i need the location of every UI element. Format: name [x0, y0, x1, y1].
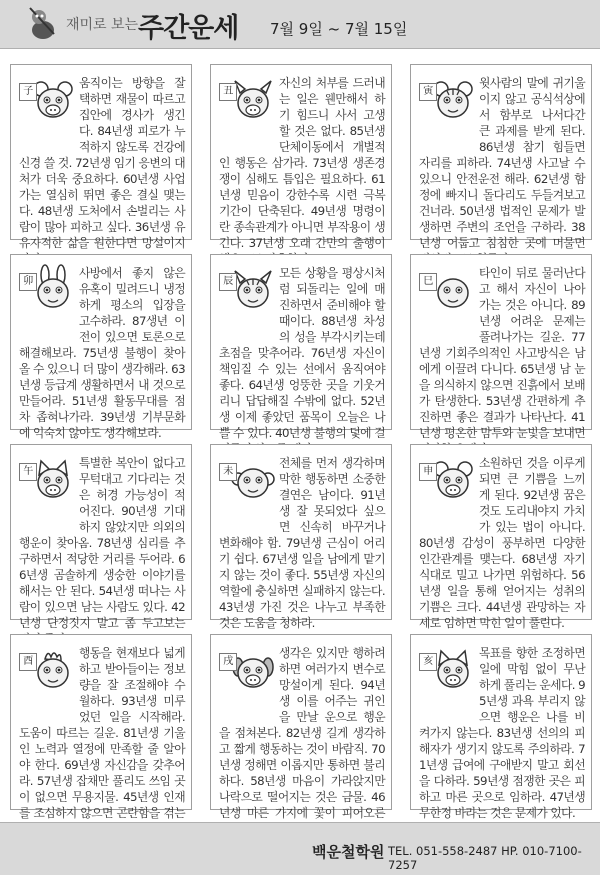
zodiac-figure [419, 455, 475, 523]
horoscope-text-block [219, 265, 385, 457]
horoscope-text-block [19, 75, 185, 267]
horoscope-text-block [419, 75, 585, 267]
horoscope-cell [410, 64, 592, 250]
horoscope-text-block [419, 645, 585, 821]
zodiac-char-badge: 午 [19, 463, 37, 481]
horoscope-cell [10, 64, 192, 250]
horoscope-text: 전체를 먼저 생각하며 막한 행동하면 소중한 결연은 남이다. 91년생 잘 못되었다 싶으면 신속히 바꾸거나 변화해야 함. 79년생 근심이 어리기 쉽다. 67년생 일을 남에게 맡기지 않는 것이 좋다. 55년생 자신의 역할에 충실하면 실패하지 않는다. 43년생 가진 것은 나누고 부족한 것은 도움을 청하라. [219, 456, 385, 630]
zodiac-char-badge: 辰 [219, 273, 237, 291]
horoscope-text: 윗사람의 말에 귀기울이지 않고 공식석상에서 함부로 나서다간 큰 과제를 받게 된다. 86년생 참기 힘들면 자리를 피하라. 74년생 사고날 수 있으니 안전운전 해라. 62년생 함정에 빠지니 돌다리도 두들겨보고 건너라. 50년생 법적인 문제가 발생하면 주변의 조언을 구하라. 38년생 어둡고 침침한 곳에 머물면 [419, 76, 585, 250]
rabbit-icon [31, 269, 75, 313]
zodiac-figure [19, 265, 75, 333]
pig-icon [431, 649, 475, 693]
zodiac-char-badge: 申 [419, 463, 437, 481]
horoscope-text-block [219, 75, 385, 267]
zodiac-figure [419, 265, 475, 333]
header-lead: 재미로 보는 [66, 17, 139, 33]
horoscope-cell [10, 254, 192, 440]
zodiac-char-badge: 子 [19, 83, 37, 101]
zodiac-figure [219, 265, 275, 333]
zodiac-figure [219, 455, 275, 523]
horoscope-text: 소원하던 것을 이루게 되면 큰 기쁨을 느끼게 된다. 92년생 꿈은 것도 도리내야지 가치가 있는 법이 아니다. 80년생 감성이 풍부하면 다양한 인간관계를 맺는다. 68년생 자기식대로 밀고 나가면 위험하다. 56년생 일을 통해 얻어지는 성취의 기쁨은 크다. 44년생 관망하는 자세로 임하면 막힌 일이 풀린다. [419, 456, 585, 630]
page-footer [0, 822, 600, 875]
zodiac-char-badge: 戌 [219, 653, 237, 671]
zodiac-char-badge: 酉 [19, 653, 37, 671]
zodiac-figure [219, 645, 275, 713]
horoscope-text: 생각은 있지만 행하려 하면 여러가지 변수로 망설이게 된다. 94년생 이를 어주는 귀인을 만날 운으로 행운을 점쳐본다. 82년생 길게 생각하고 짧게 행동하는 것이 바람직. 70년생 정해면 이롭지만 통하면 불리하다. 58년생 마음이 가라앉지만 나락으로 떨어지는 것은 금물. 46년생 마른 가지에 꽃이 피어오른 [219, 646, 385, 820]
horoscope-text: 행동을 현재보다 넓게 하고 받아들이는 정보량을 잘 조절해야 수월하다. 93년생 미루었던 일을 시작해라. 도움이 따르는 길운. 81년생 기울인 노력과 열정에 만족할 줄 알아야 한다. 69년생 자신감을 갖추어라. 57년생 잡채만 풀리도 쓰임 곳이 없으면 무용지물. 45년생 인재를 조심하지 않으면 곤란함을 겪는 [19, 646, 185, 820]
horoscope-text-block [419, 455, 585, 631]
zodiac-figure [19, 455, 75, 523]
dragon-icon [231, 269, 275, 313]
horoscope-cell [410, 254, 592, 440]
rat-icon [31, 79, 75, 123]
fortune-mascot-icon [26, 4, 60, 42]
horoscope-cell [210, 64, 392, 250]
monkey-icon [431, 459, 475, 503]
snake-icon [431, 269, 475, 313]
horoscope-text-block [19, 265, 185, 441]
zodiac-char-badge: 亥 [419, 653, 437, 671]
page-title: 주간운세 [138, 13, 239, 44]
horoscope-cell [210, 254, 392, 440]
zodiac-char-badge: 卯 [19, 273, 37, 291]
date-range: 7월 9일 ~ 7월 15일 [270, 20, 408, 38]
horoscope-text: 타인이 뒤로 물러난다고 해서 자신이 나아가는 것은 아니다. 89년생 어려운 문제는 풀려나가는 길운. 77년생 기회주의적인 사고방식은 남에게 이끌려 다니다. 65년생 남 눈을 의식하지 않으면 진흙에서 보배가 탄생한다. 53년생 간편하게 추진하면 좋은 결과가 나타난다. 41년생 평온한 맘투와 눈빛을 보내면 [419, 266, 585, 440]
zodiac-char-badge: 巳 [419, 273, 437, 291]
zodiac-char-badge: 未 [219, 463, 237, 481]
horoscope-cell [10, 444, 192, 630]
horoscope-text: 특별한 복안이 없다고 무턱대고 기다리는 것은 허경 가능성이 적어진다. 90년생 기대하지 않았지만 의외의 행운이 찾아옴. 78년생 심리를 추구하면서 적당한 거리를 두어라. 66년생 곰솔하게 생숭한 이야기를 해서는 안 된다. 54년생 떠나는 사람이 있으면 남는 사람도 있다. 42년생 단정짓지 말고 좀 두고보는 [19, 456, 185, 630]
zodiac-figure [19, 75, 75, 143]
horoscope-cell [210, 634, 392, 820]
horoscope-text-block [219, 455, 385, 631]
horoscope-text-block [219, 645, 385, 837]
horoscope-cell [210, 444, 392, 630]
rooster-icon [31, 649, 75, 693]
zodiac-figure [219, 75, 275, 143]
zodiac-figure [19, 645, 75, 713]
zodiac-char-badge: 丑 [219, 83, 237, 101]
zodiac-figure [419, 645, 475, 713]
horoscope-text: 목표를 향한 조정하면 일에 막힘 없이 무난하게 풀리는 운세다. 95년생 과욕 부리지 않으면 행운은 나를 비켜가지 않는다. 83년생 선의의 피해자가 생기지 않도록 주의하라. 71년생 급여에 구애받지 말고 회선을 다하라. 59년생 점쟁한 곳은 피하고 마른 곳으로 임하라. 47년생 무한정 바라는 것은 문제가 있다. [419, 646, 585, 820]
page-header [0, 0, 600, 49]
horoscope-text: 움직이는 방향을 잘 택하면 재물이 따르고 집안에 경사가 생긴다. 84년생 피로가 누적하지 않도록 건강에 신경 쓸 것. 72년생 임기 응변의 대처가 더욱 중요하다. 60년생 사업가는 열심히 뛰면 좋은 결실 맺는다. 48년생 도처에서 손벌리는 사람이 많아 피하고 싶다. 36년생 유유자적한 삶을 원한다면 망설이지 [19, 76, 185, 250]
zodiac-figure [419, 75, 475, 143]
horse-icon [31, 459, 75, 503]
horoscope-text-block [419, 265, 585, 457]
ox-icon [231, 79, 275, 123]
academy-name: 백운철학원 [312, 843, 385, 861]
horoscope-text-block [19, 455, 185, 647]
sheep-icon [231, 459, 275, 503]
horoscope-cell [410, 634, 592, 820]
contact-info: TEL. 051-558-2487 HP. 010-7100-7257 [388, 844, 582, 872]
horoscope-cell [10, 634, 192, 820]
horoscope-text: 모든 상황을 평상시처럼 되돌리는 일에 매진하면서 준비해야 할 때이다. 88년생 차성의 성을 부각시키는데 초점을 맞추어라. 76년생 자신이 책임질 수 있는 선에서 움직여야 좋다. 64년생 엉뚱한 곳을 기웃거리니 답답해질 수밖에 없다. 52년생 이제 좋았던 품목이 오늘은 나쁠 수 있다. 40년생 불행의 덫에 걸 [219, 266, 385, 440]
zodiac-char-badge: 寅 [419, 83, 437, 101]
horoscope-cell [410, 444, 592, 630]
tiger-icon [431, 79, 475, 123]
horoscope-text-block [19, 645, 185, 837]
dog-icon [231, 649, 275, 693]
horoscope-text: 사방에서 좋지 않은 유혹이 밀려드니 냉정하게 평소의 입장을 고수하라. 87생년 이전이 있으면 토론으로 해결해보라. 75년생 불행이 찾아올 수 있으니 더 많이 생각해라. 63년생 등급계 생활하면서 내 것으로 만들어라. 51년생 활동무대를 점차 좁혀나가라. 39년생 기부문화에 익숙치 않아도 생각해보라. [19, 266, 185, 440]
horoscope-text: 자신의 처부를 드러내는 일은 웬만해서 하기 힘드니 사서 고생할 것은 없다. 85년생 단체이동에서 개별적인 행동은 삼가라. 73년생 생존경쟁이 심해도 틈입은 필요하다. 61년생 믿음이 강한수록 시련 극복 기간이 단축된다. 49년생 명령이란 종속관계가 아니면 부작용이 생긴다. 37년생 오래 간만의 출행이 [219, 76, 385, 250]
